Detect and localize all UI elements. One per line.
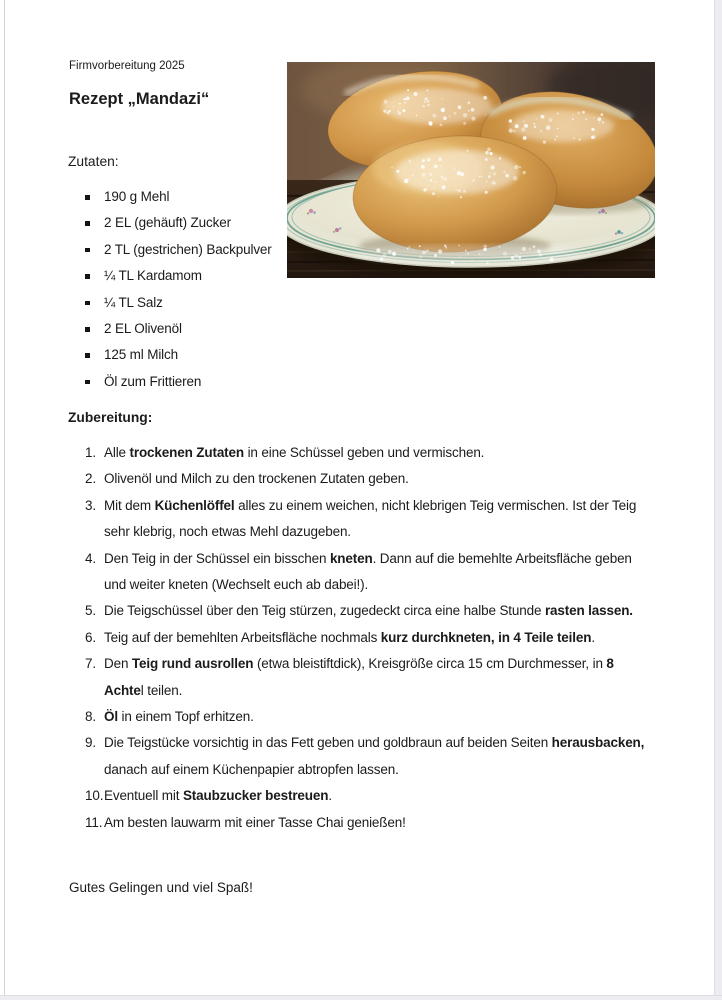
step-item [85, 625, 651, 651]
bullet-icon [85, 237, 104, 263]
preparation-heading: Zubereitung: [68, 410, 153, 425]
step-text-segment: in eine Schüssel geben und vermischen. [243, 445, 485, 460]
step-number: 5. [85, 603, 96, 619]
step-item [85, 493, 651, 546]
ingredient-item [85, 184, 315, 210]
bullet-icon [85, 290, 104, 316]
ingredient-item [85, 237, 315, 263]
step-text-segment: . [328, 788, 332, 804]
step-text-segment: Am besten lauwarm mit einer Tasse Chai genießen! [104, 814, 406, 830]
ingredients-heading: Zutaten: [68, 154, 119, 169]
mandazi-photo-illustration [287, 62, 655, 278]
step-text-segment: 8 Achte [104, 656, 614, 698]
step-text-segment: herausbacken, [551, 735, 645, 751]
step-text-segment: Die Teigschüssel über den Teig stürzen, zugedeckt circa eine halbe Stunde [104, 603, 545, 619]
ingredient-text: ¼ TL Salz [104, 294, 163, 310]
ingredient-text: 125 ml Milch [104, 347, 178, 363]
step-text-segment: alles zu einem weichen, nicht klebrigen Teig vermischen. Ist der Teig sehr klebrig, noch etwas Mehl dazugeben. [104, 497, 637, 540]
step-number: 2. [85, 471, 96, 487]
ingredient-item [85, 369, 315, 395]
step-text-segment: Eventuell mit [104, 788, 183, 804]
step-text-segment: Küchenlöffel [154, 497, 235, 513]
step-text-segment: kurz durchkneten, in 4 Teile teilen [380, 629, 592, 645]
step-text-segment: in einem Topf erhitzen. [117, 709, 254, 725]
step-item [85, 810, 651, 836]
step-text-segment: Den [104, 656, 132, 672]
ingredients-list [85, 184, 315, 395]
step-number: 8. [85, 709, 96, 725]
step-text-segment: Öl [104, 709, 118, 725]
steps-list [85, 440, 651, 836]
ingredient-text: Öl zum Frittieren [104, 373, 202, 389]
viewer-gutter-right [714, 0, 722, 1000]
step-item [85, 546, 651, 599]
step-item [85, 651, 651, 704]
step-number: 3. [85, 497, 96, 513]
step-text-segment: Teig rund ausrollen [131, 656, 254, 672]
step-text-segment: Staubzucker bestreuen [182, 788, 329, 804]
viewer-gutter-left [4, 0, 5, 1000]
step-text-segment: Mit dem [104, 497, 155, 513]
step-number: 1. [85, 445, 96, 460]
ingredient-text: 190 g Mehl [104, 189, 170, 204]
ingredient-item [85, 263, 315, 289]
step-number: 9. [85, 735, 96, 751]
step-number: 7. [85, 656, 96, 672]
ingredient-text: 2 EL (gehäuft) Zucker [104, 215, 231, 231]
step-item [85, 730, 651, 783]
step-item [85, 704, 651, 730]
step-item [85, 440, 651, 466]
step-text-segment: kneten [329, 550, 373, 566]
step-text-segment: danach auf einem Küchenpapier abtropfen lassen. [104, 761, 399, 777]
ingredient-text: ¼ TL Kardamom [104, 268, 202, 284]
ingredient-item [85, 290, 315, 316]
step-text-segment: Olivenöl und Milch zu den trockenen Zutaten geben. [104, 471, 409, 487]
step-text-segment: (etwa bleistiftdick), Kreisgröße circa 15 cm Durchmesser, in [253, 656, 607, 672]
recipe-photo [287, 62, 655, 278]
step-text-segment: Alle [104, 445, 130, 460]
step-number: 11. [85, 814, 103, 830]
closing-line: Gutes Gelingen und viel Spaß! [69, 880, 253, 895]
ingredient-item [85, 210, 315, 236]
step-text-segment: trockenen Zutaten [129, 445, 244, 460]
step-number: 6. [85, 629, 96, 645]
step-text-segment: l teilen. [140, 682, 183, 698]
document-subject: Firmvorbereitung 2025 [69, 60, 185, 72]
bullet-icon [85, 210, 104, 236]
ingredient-text: 2 EL Olivenöl [104, 321, 182, 337]
ingredient-text: 2 TL (gestrichen) Backpulver [104, 241, 272, 257]
bullet-icon [85, 316, 104, 342]
step-text-segment: . Dann auf die bemehlte Arbeitsfläche geben und weiter kneten (Wechselt euch ab dabei!). [104, 550, 632, 593]
step-item [85, 783, 651, 809]
bullet-icon [85, 263, 104, 289]
step-text-segment: Die Teigstücke vorsichtig in das Fett geben und goldbraun auf beiden Seiten [104, 735, 552, 751]
bullet-icon [85, 342, 104, 368]
ingredient-item [85, 342, 315, 368]
page-title: Rezept „Mandazi“ [69, 90, 210, 108]
step-number: 4. [85, 550, 96, 566]
step-number: 10. [85, 788, 104, 804]
step-text-segment: Teig auf der bemehlten Arbeitsfläche nochmals [104, 629, 381, 645]
step-text-segment: rasten lassen. [544, 603, 633, 619]
bullet-icon [85, 369, 104, 395]
viewer-gutter-bottom [0, 995, 722, 1000]
ingredient-item [85, 316, 315, 342]
bullet-icon [85, 184, 104, 210]
step-item [85, 598, 651, 624]
step-text-segment: . [591, 629, 595, 645]
step-item [85, 466, 651, 492]
step-text-segment: Den Teig in der Schüssel ein bisschen [104, 550, 330, 566]
